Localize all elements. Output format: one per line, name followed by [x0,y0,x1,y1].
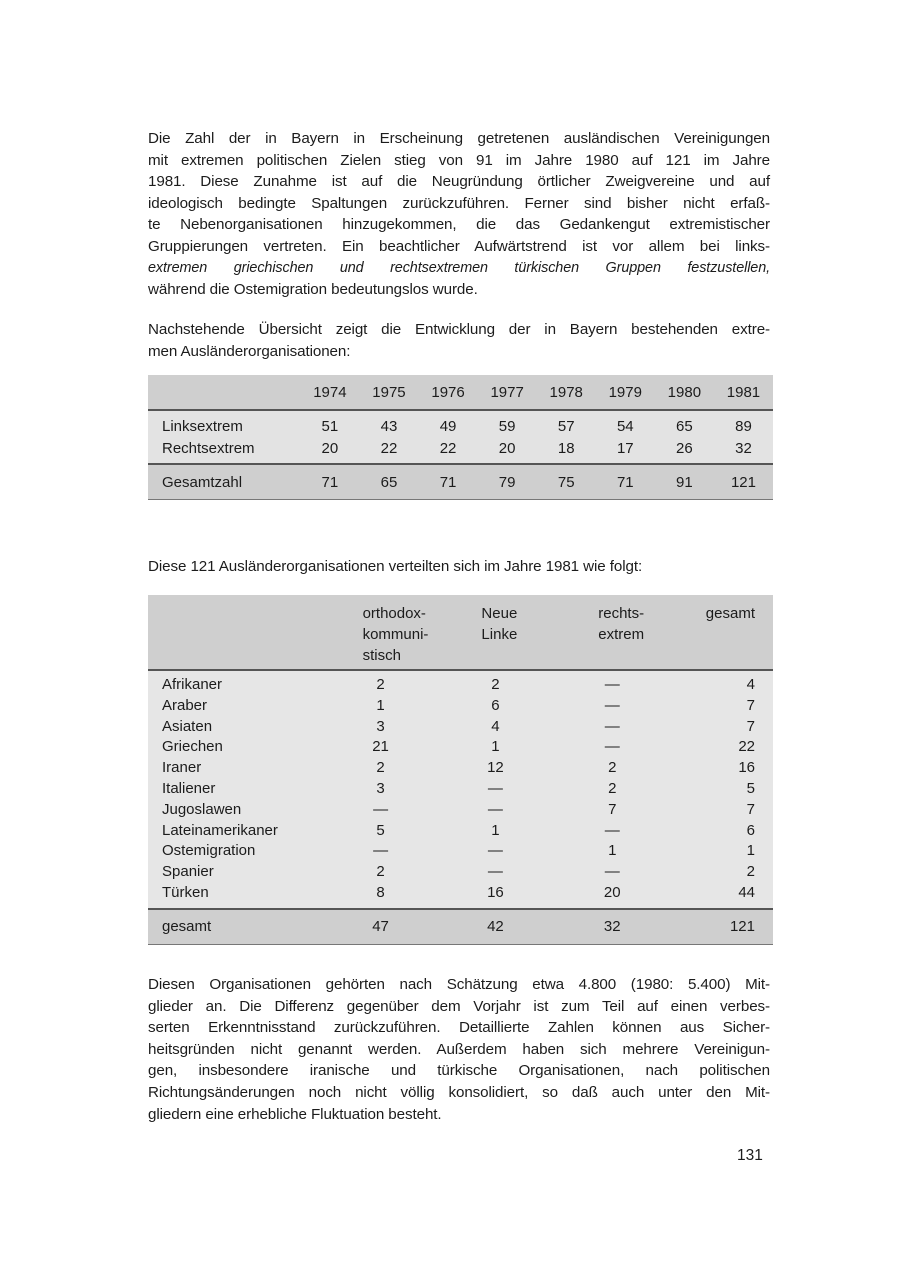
header-line: kommuni- [362,626,429,643]
row-label: Ostemigration [148,841,353,862]
cell-value: — [604,863,620,881]
text-line: Diesen Organisationen gehörten nach Schätzung etwa 4.800 (1980: 5.400) Mit- [148,976,770,993]
cell [588,670,706,696]
cell-value: 89 [714,410,773,437]
cell-value: — [604,821,620,839]
text-line: während die Ostemigration bedeutungslos wurde. [148,281,478,299]
table-row [148,821,773,842]
cell-value: 1 [376,696,385,714]
cell [588,821,706,842]
cell [353,779,472,800]
total-value [353,909,472,945]
text-line: gliedern eine erhebliche Fluktuation besteht. [148,1105,442,1123]
total-value: 79 [478,464,537,500]
table-row [148,717,773,738]
cell-value: — [604,738,620,756]
cell-value: 2 [706,862,773,883]
cell-value: 2 [376,863,385,881]
text-line: Richtungsänderungen noch nicht völlig konsolidiert, so daß auch unter den Mit- [148,1083,770,1101]
cell [588,779,706,800]
row-label: Türken [148,883,353,909]
total-value [471,909,588,945]
header-empty-cell [148,595,353,670]
cell-value: 6 [706,821,773,842]
row-label: Afrikaner [148,670,353,696]
cell [353,862,472,883]
table-row [148,779,773,800]
cell-value: 7 [706,696,773,717]
year-header: 1978 [537,375,596,410]
cell-value: — [604,717,620,735]
year-header: 1974 [300,375,359,410]
year-header: 1977 [478,375,537,410]
total-value: 65 [359,464,418,500]
text-line: Nachstehende Übersicht zeigt die Entwicklung der in Bayern bestehenden extre- [148,321,770,338]
cell-value: — [604,696,620,714]
cell-value: 5 [706,779,773,800]
cell [588,800,706,821]
paragraph-distribution [148,556,770,578]
cell [471,800,588,821]
text-line: 1981. Diese Zunahme ist auf die Neugründung örtlicher Zweigvereine und auf [148,173,770,191]
cell [471,717,588,738]
table-row [148,800,773,821]
cell-value: 12 [487,759,504,777]
text-line: te Nebenorganisationen hinzugekommen, die das Gedankengut extremistischer [148,216,770,234]
year-header: 1979 [596,375,655,410]
cell [471,670,588,696]
row-label: Linksextrem [148,410,300,437]
cell-value: 26 [655,437,714,464]
cell-value: 2 [491,676,500,693]
header-line: Neue [481,605,518,622]
table-distribution [148,595,773,945]
cell [588,696,706,717]
year-header: 1981 [714,375,773,410]
header-line: gesamt [705,605,755,622]
table-body [148,670,773,909]
cell [353,717,472,738]
cell-value: 20 [478,437,537,464]
cell-value: 22 [359,437,418,464]
cell-value: 57 [537,410,596,437]
cell-value: 21 [372,738,389,756]
cell [588,737,706,758]
table-row [148,758,773,779]
table-development [148,375,773,500]
cell-value: 1 [491,821,500,839]
row-label: Gesamtzahl [148,464,300,500]
cell [588,883,706,909]
cell [471,862,588,883]
cell-value: 43 [359,410,418,437]
cell-value: 59 [478,410,537,437]
year-header: 1980 [655,375,714,410]
table-row [148,410,773,437]
table-row [148,841,773,862]
table-header-row [148,375,773,410]
total-value: 71 [596,464,655,500]
cell-value: 2 [608,779,617,797]
text-line: Die Zahl der in Bayern in Erscheinung getretenen ausländischen Vereinigungen [148,130,770,147]
cell [353,821,472,842]
text-line: men Ausländerorganisationen: [148,342,351,360]
cell-value: 6 [491,696,500,714]
cell-value: 20 [603,883,621,901]
total-value-text: 47 [372,918,389,936]
cell [353,841,472,862]
table-total-row [148,909,773,945]
table-header-row [148,595,773,670]
paragraph-intro [148,128,770,301]
row-label: Jugoslawen [148,800,353,821]
total-value: 75 [537,464,596,500]
paragraph-overview [148,319,770,362]
table-row [148,862,773,883]
year-header: 1975 [359,375,418,410]
header-line: Linke [481,626,518,643]
cell [471,758,588,779]
total-value: 121 [714,464,773,500]
cell-value: 1 [491,738,500,756]
table-row [148,437,773,464]
cell-value: — [487,779,503,797]
cell [353,883,472,909]
header-line: extrem [598,626,645,643]
table-total-row [148,464,773,500]
cell-value: 2 [608,759,617,777]
cell-value: 4 [706,670,773,696]
row-label: Lateinamerikaner [148,821,353,842]
cell [353,696,472,717]
table-row [148,737,773,758]
cell-value: 20 [300,437,359,464]
cell-value: — [604,676,620,693]
paragraph-members [148,974,770,1125]
cell-value: — [373,800,389,818]
cell-value: 16 [706,758,773,779]
cell [353,670,472,696]
cell [353,758,472,779]
text-line: glieder an. Die Differenz gegenüber dem Vorjahr ist zum Teil auf einen verbes- [148,997,770,1015]
header-right-extreme [588,595,706,670]
cell-value: 1 [608,842,617,860]
row-label: Griechen [148,737,353,758]
cell-value: 17 [596,437,655,464]
row-label: Araber [148,696,353,717]
cell-value: 7 [706,800,773,821]
total-value: 71 [300,464,359,500]
cell-value: 7 [706,717,773,738]
total-value: 91 [655,464,714,500]
cell-value: 54 [596,410,655,437]
text-line: Diese 121 Ausländerorganisationen verteilten sich im Jahre 1981 wie folgt: [148,558,643,575]
header-orthodox-communist [353,595,472,670]
cell-value: 3 [376,779,385,797]
row-label: Iraner [148,758,353,779]
cell-value: — [487,842,503,860]
cell [471,696,588,717]
total-value-text: 32 [603,918,621,936]
row-label: Italiener [148,779,353,800]
cell-value: 65 [655,410,714,437]
text-line: ideologisch bedingte Spaltungen zurückzuführen. Ferner sind bisher nicht erfaß- [148,194,770,212]
cell [471,737,588,758]
total-value [588,909,706,945]
cell-value: 22 [419,437,478,464]
cell-value: 51 [300,410,359,437]
cell-value: 18 [537,437,596,464]
total-value-text: 42 [487,918,504,936]
cell-value: 3 [376,717,385,735]
text-line: heitsgründen nicht genannt werden. Außerdem haben sich mehrere Vereinigun- [148,1040,770,1058]
header-new-left [471,595,588,670]
header-line: rechts- [598,605,645,622]
cell [588,841,706,862]
row-label: gesamt [148,909,353,945]
table-row [148,696,773,717]
header-line: orthodox- [362,605,426,622]
cell-value: 22 [706,737,773,758]
cell-value: 8 [376,883,385,901]
cell-value: — [487,800,503,818]
year-header: 1976 [419,375,478,410]
cell-value: 4 [491,717,500,735]
row-label: Rechtsextrem [148,437,300,464]
header-empty-cell [148,375,300,410]
cell [588,758,706,779]
text-line: gen, insbesondere iranische und türkische Organisationen, nach politischen [148,1062,770,1080]
table-row [148,670,773,696]
total-value: 121 [706,909,773,945]
cell [353,737,472,758]
page-number: 131 [737,1147,763,1164]
header-line: stisch [362,647,401,664]
cell-value: 5 [376,821,385,839]
cell-value: — [487,863,503,881]
cell-value: 49 [419,410,478,437]
cell-value: 16 [487,883,504,901]
cell-value: 2 [376,759,385,777]
cell-value: 7 [608,800,617,818]
text-line: extremen griechischen und rechtsextremen türkischen Gruppen festzustellen, [148,259,770,276]
cell-value: — [373,842,389,860]
text-line: mit extremen politischen Zielen stieg von 91 im Jahre 1980 auf 121 im Jahre [148,151,770,169]
cell-value: 1 [706,841,773,862]
cell [588,862,706,883]
cell-value: 44 [706,883,773,909]
cell [471,779,588,800]
cell [353,800,472,821]
cell [471,821,588,842]
cell [471,883,588,909]
header-total [706,595,773,670]
text-line: serten Erkenntnisstand zurückzuführen. Detaillierte Zahlen können aus Sicher- [148,1019,770,1037]
table-row [148,883,773,909]
cell-value: 32 [714,437,773,464]
row-label: Asiaten [148,717,353,738]
text-line: Gruppierungen vertreten. Ein beachtlicher Aufwärtstrend ist vor allem bei links- [148,237,770,255]
cell [588,717,706,738]
cell [471,841,588,862]
cell-value: 2 [376,676,385,693]
row-label: Spanier [148,862,353,883]
total-value: 71 [419,464,478,500]
